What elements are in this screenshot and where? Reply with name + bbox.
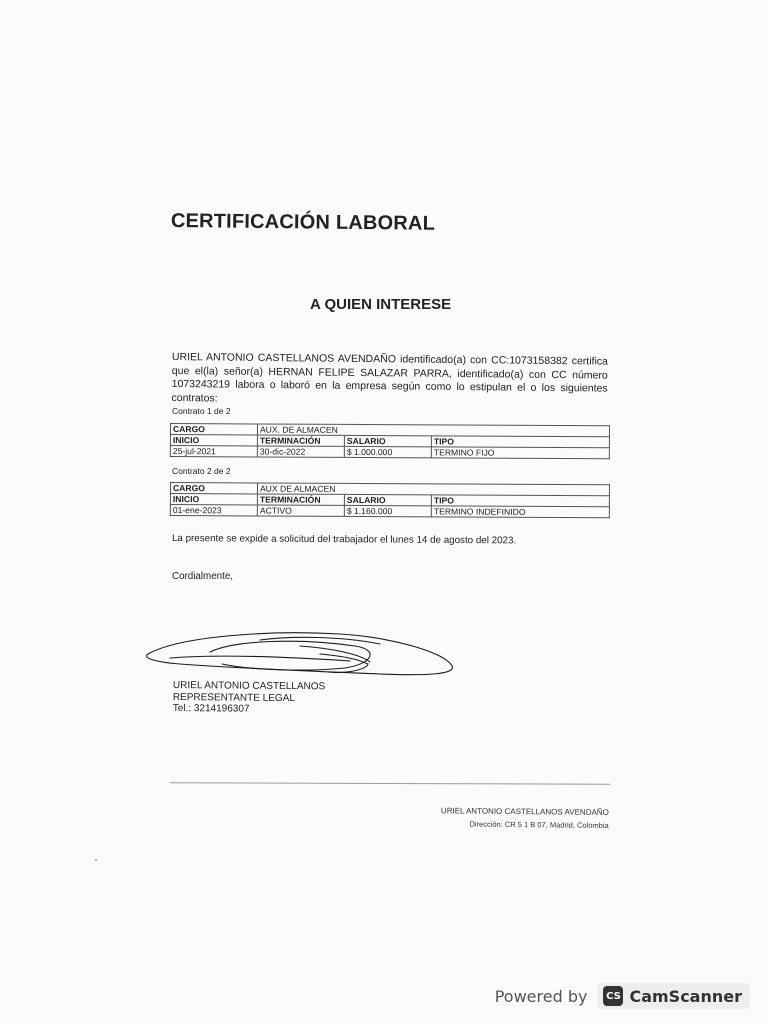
contract-2-table bbox=[170, 482, 610, 518]
handwritten-signature bbox=[140, 624, 460, 686]
contract-1-table bbox=[170, 423, 610, 459]
cargo-value: AUX DE ALMACEN bbox=[257, 483, 609, 496]
signer-block bbox=[173, 680, 326, 716]
signer-phone: Tel.: 3214196307 bbox=[172, 702, 250, 715]
inicio-header: INICIO bbox=[170, 435, 257, 446]
document-subtitle: A QUIEN INTERESE bbox=[310, 296, 452, 313]
tipo-header: TIPO bbox=[431, 436, 609, 448]
footer-divider bbox=[170, 782, 610, 785]
contract-1-label: Contrato 1 de 2 bbox=[172, 406, 231, 416]
cargo-value: AUX. DE ALMACEN bbox=[257, 424, 609, 437]
scan-speck bbox=[95, 859, 97, 861]
footer-address: Dirección: CR 5 1 B 07, Madrid, Colombia bbox=[469, 819, 609, 830]
table-row bbox=[170, 446, 609, 459]
terminacion-value: 30-dic-2022 bbox=[257, 446, 344, 457]
camscanner-badge bbox=[597, 983, 750, 1009]
tipo-value: TERMINO FIJO bbox=[431, 447, 609, 459]
inicio-header: INICIO bbox=[170, 494, 257, 505]
cargo-header: CARGO bbox=[170, 424, 257, 435]
tipo-value: TERMINO INDEFINIDO bbox=[431, 506, 609, 518]
camscanner-brand: CamScanner bbox=[629, 986, 742, 1006]
camscanner-logo-icon: CS bbox=[603, 986, 623, 1006]
document-footer bbox=[441, 804, 609, 832]
regards-text: Cordialmente, bbox=[172, 571, 233, 582]
document-title: CERTIFICACIÓN LABORAL bbox=[170, 210, 436, 235]
signer-role: REPRESENTANTE LEGAL bbox=[172, 691, 295, 704]
inicio-value: 01-ene-2023 bbox=[170, 505, 257, 516]
salario-header: SALARIO bbox=[344, 494, 431, 505]
camscanner-watermark bbox=[495, 981, 750, 1011]
inicio-value: 25-jul-2021 bbox=[170, 446, 257, 457]
terminacion-header: TERMINACIÓN bbox=[257, 435, 344, 446]
certification-body: URIEL ANTONIO CASTELLANOS AVENDAÑO identificado(a) con CC:1073158382 certifica que el(la) señor(a) HERNAN FELIPE SALAZAR PARRA, identificado(a) con CC número 1073243219 labora o laboró en la empresa según como lo estipulan el o los siguientes contratos: bbox=[171, 351, 608, 404]
footer-company: URIEL ANTONIO CASTELLANOS AVENDAÑO bbox=[440, 806, 609, 817]
signer-name: URIEL ANTONIO CASTELLANOS bbox=[172, 680, 326, 693]
powered-by-text: Powered by bbox=[494, 986, 588, 1006]
contract-2-label: Contrato 2 de 2 bbox=[172, 466, 231, 476]
terminacion-header: TERMINACIÓN bbox=[257, 494, 344, 505]
salario-value: $ 1.160.000 bbox=[344, 505, 431, 516]
salario-header: SALARIO bbox=[344, 435, 431, 446]
closing-statement: La presente se expide a solicitud del trabajador el lunes 14 de agosto del 2023. bbox=[171, 533, 517, 547]
terminacion-value: ACTIVO bbox=[257, 505, 344, 516]
tipo-header: TIPO bbox=[431, 495, 609, 507]
cargo-header: CARGO bbox=[170, 483, 257, 494]
salario-value: $ 1.000.000 bbox=[344, 446, 431, 457]
table-row bbox=[170, 505, 609, 518]
